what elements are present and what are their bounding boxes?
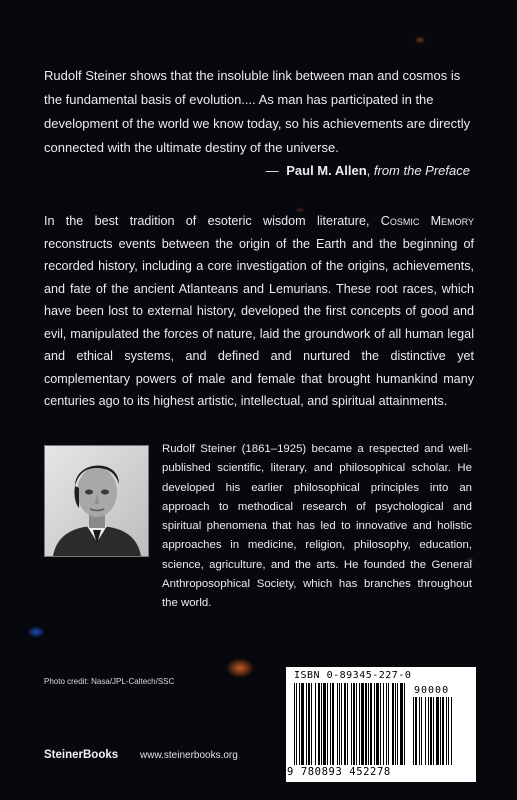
author-portrait (44, 445, 149, 557)
attribution-dash: — (265, 163, 279, 178)
description-lead: In the best tradition of esoteric wisdom literature, (44, 214, 381, 228)
author-bio: Rudolf Steiner (1861–1925) became a respected and well-published scientific, literary, and philosophical scholar. He developed his earlier philosophical principles into an approach to methodical research of psychological and spiritual phenomena that has led to innovative and holistic approaches in medicine, religion, philosophy, education, science, agriculture, and the arts. He founded the General Anthroposophical Society, which has branches throughout the world. (162, 443, 472, 610)
price-code: 90000 (414, 685, 450, 696)
publisher-website: www.steinerbooks.org (140, 750, 238, 761)
isbn-barcode (286, 667, 476, 782)
description-body: reconstructs events between the origin of the Earth and the beginning of recorded history, including a core investigation of the origins, achievements, and fate of the ancient Atlanteans and Lemurians. These root races, which have been lost to external history, developed the first concepts of good and evil, manipulated the forces of nature, laid the groundwork of all human legal and ethical systems, and defined and nurtured the distinctive yet complementary powers of male and female that brought humankind many centuries ago to its highest artistic, intellectual, and spiritual attainments. (44, 236, 474, 408)
book-description (44, 210, 474, 413)
attribution-source: from the Preface (373, 163, 470, 178)
isbn-label: ISBN 0-89345-227-0 (294, 670, 412, 681)
quote-attribution: — Paul M. Allen, from the Preface (265, 163, 470, 178)
attribution-author: Paul M. Allen (286, 163, 367, 178)
isbn-digits: 9 780893 452278 (287, 766, 391, 778)
publisher-name: SteinerBooks (44, 749, 119, 761)
photo-credit: Photo credit: Nasa/JPL-Caltech/SSC (44, 677, 175, 686)
preface-quote: Rudolf Steiner shows that the insoluble link between man and cosmos is the fundamental basis of evolution.... As man has participated in the development of the world we know today, so his achievements are directly connected with the ultimate destiny of the universe. (44, 68, 471, 155)
barcode-addon-bars (413, 697, 469, 765)
book-title: Cosmic Memory (380, 214, 474, 228)
barcode-main-bars (294, 683, 410, 767)
